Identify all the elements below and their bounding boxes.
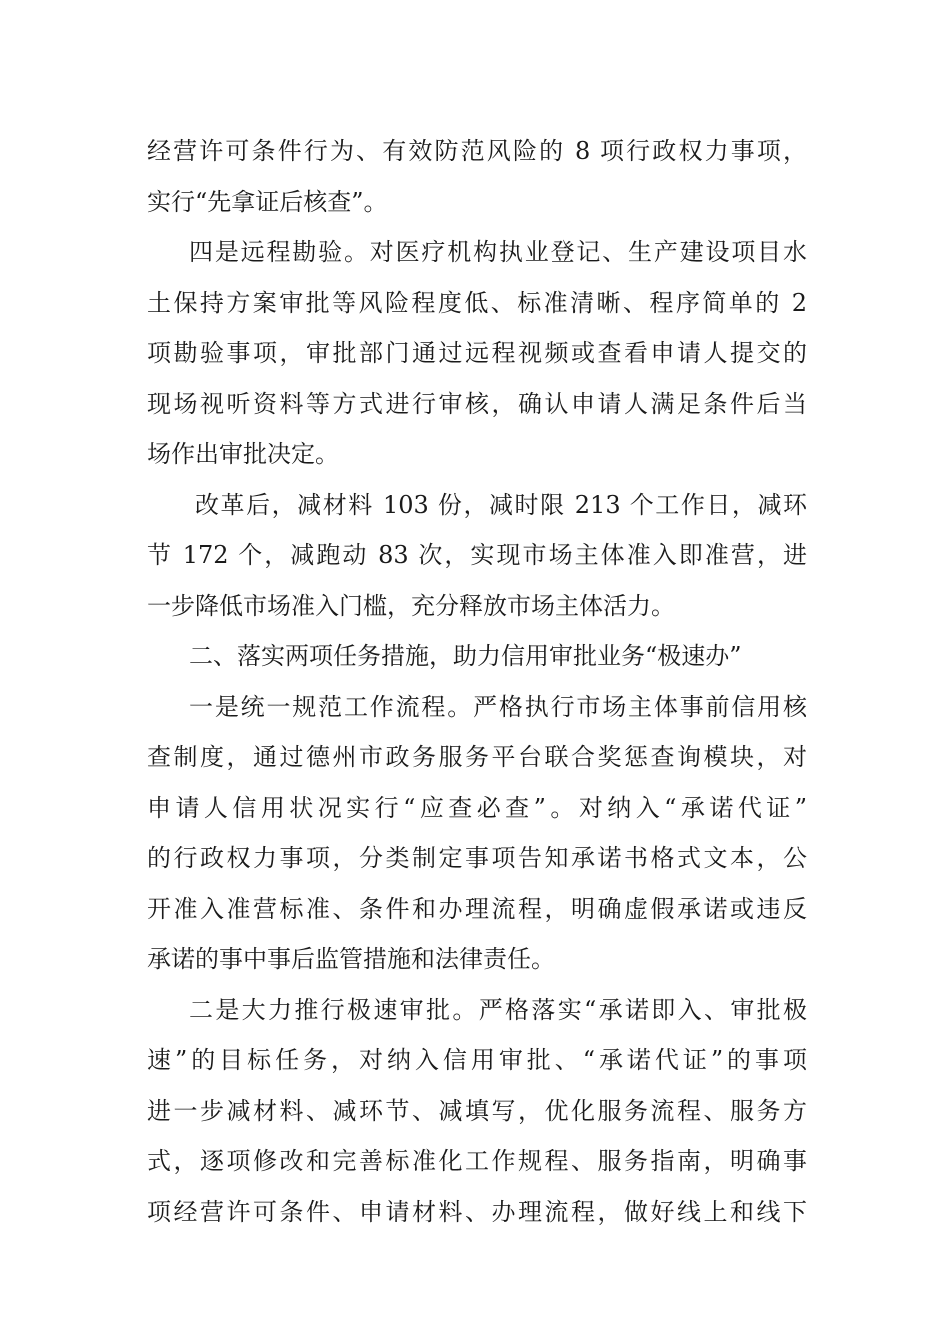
text-line: 查制度，通过德州市政务服务平台联合奖惩查询模块，对 [147, 743, 807, 771]
text-line: 项经营许可条件、申请材料、办理流程，做好线上和线下 [147, 1197, 807, 1226]
text-line: 一步降低市场准入门槛，充分释放市场主体活力。 [147, 591, 675, 620]
text-line: 节 172 个，减跑动 83 次，实现市场主体准入即准营，进 [147, 541, 807, 569]
body-text [147, 126, 807, 1237]
text-line: 速”的目标任务，对纳入信用审批、“承诺代证”的事项 [147, 1046, 807, 1074]
text-line: 经营许可条件行为、有效防范风险的 8 项行政权力事项， [147, 137, 807, 165]
text-line: 式，逐项修改和完善标准化工作规程、服务指南，明确事 [147, 1147, 807, 1175]
paragraph-start-line: 二是大力推行极速审批。严格落实“承诺即入、审批极 [189, 995, 807, 1024]
paragraph-start-line: 改革后，减材料 103 份，减时限 213 个工作日，减环 [195, 490, 807, 519]
text-line: 承诺的事中事后监管措施和法律责任。 [147, 945, 555, 973]
text-line: 实行“先拿证后核查”。 [147, 187, 388, 216]
paragraph-start-line: 四是远程勘验。对医疗机构执业登记、生产建设项目水 [189, 238, 807, 266]
text-line: 申请人信用状况实行“应查必查”。对纳入“承诺代证” [147, 793, 807, 822]
text-line: 场作出审批决定。 [147, 440, 339, 468]
text-line: 进一步减材料、减环节、减填写，优化服务流程、服务方 [147, 1096, 807, 1125]
text-line: 土保持方案审批等风险程度低、标准清晰、程序简单的 2 [147, 288, 807, 317]
paragraph-start-line: 一是统一规范工作流程。严格执行市场主体事前信用核 [189, 692, 807, 721]
text-line: 项勘验事项，审批部门通过远程视频或查看申请人提交的 [147, 339, 807, 367]
text-line: 的行政权力事项，分类制定事项告知承诺书格式文本，公 [147, 844, 807, 872]
section-heading: 二、落实两项任务措施，助力信用审批业务“极速办” [189, 642, 742, 670]
text-line: 现场视听资料等方式进行审核，确认申请人满足条件后当 [147, 389, 807, 418]
text-line: 开准入准营标准、条件和办理流程，明确虚假承诺或违反 [147, 894, 807, 923]
